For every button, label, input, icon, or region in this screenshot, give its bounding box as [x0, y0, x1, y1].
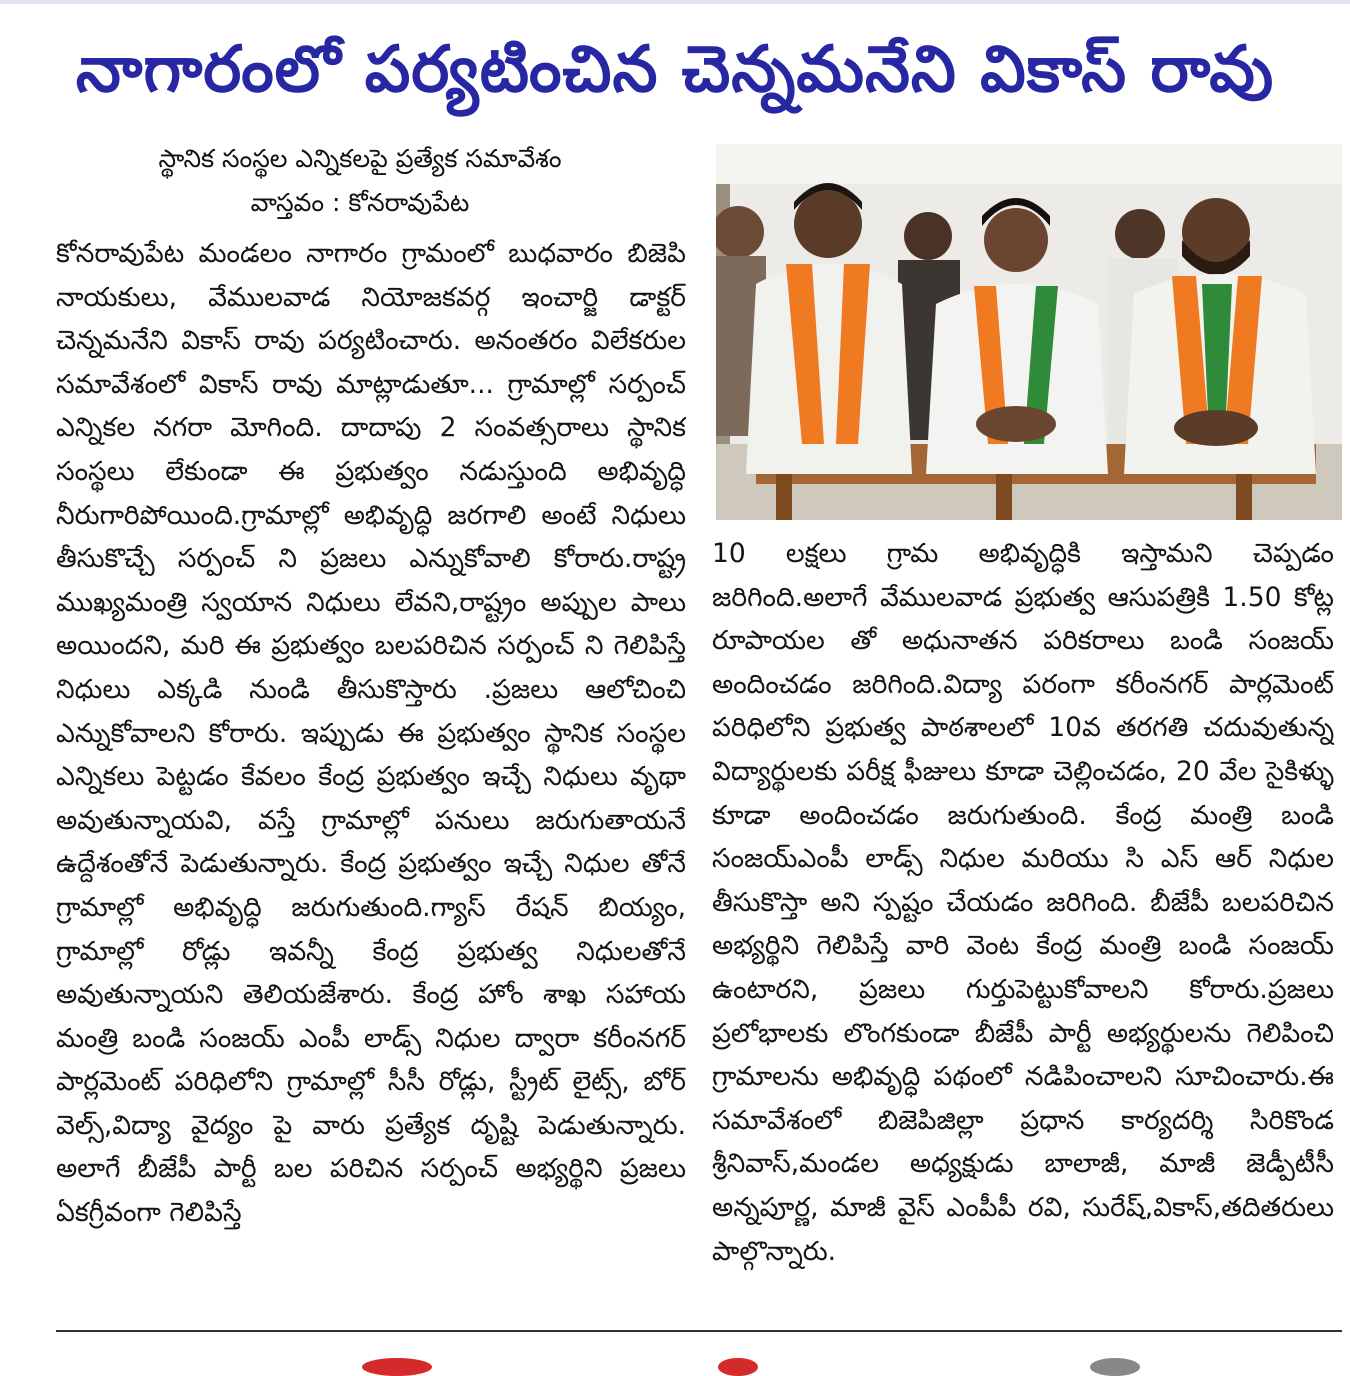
next-article-edge	[0, 1352, 1350, 1366]
red-mark	[362, 1358, 432, 1376]
article-body-right: 10 లక్షలు గ్రామ అభివృద్ధికి ఇస్తామని చెప్పడం జరిగింది.అలాగే వేములవాడ ప్రభుత్వ ఆసుపత్రికి 1.50 కోట్ల రూపాయల తో అధునాతన పరికరాలు బండి సంజయ్ అందించడం జరిగింది.విద్యా పరంగా కరీంనగర్ పార్లమెంట్ పరిధిలోని ప్రభుత్వ పాఠశాలలో 10వ తరగతి చదువుతున్న విద్యార్థులకు పరీక్ష ఫీజులు కూడా చెల్లించడం, 20 వేల సైకిళ్ళు కూడా అందించడం జరుగుతుంది. కేంద్ర మంత్రి బండి సంజయ్ఎంపీ లాడ్స్ నిధుల మరియు సి ఎస్ ఆర్ నిధుల తీసుకొస్తా అని స్పష్టం చేయడం జరిగింది. బీజేపీ బలపరిచిన అభ్యర్థిని గెలిపిస్తే వారి వెంట కేంద్ర మంత్రి బండి సంజయ్ ఉంటారని, ప్రజలు గుర్తుపెట్టుకోవాలని కోరారు.ప్రజలు ప్రలోభాలకు లొంగకుండా బీజేపీ పార్టీ అభ్యర్థులను గెలిపించి గ్రామాలను అభివృద్ధి పథంలో నడిపించాలని సూచించారు.ఈ సమావేశంలో బిజెపిజిల్లా ప్రధాన కార్యదర్శి సిరికొండ శ్రీనివాస్,మండల అధ్యక్షుడు బాలాజీ, మాజీ జెడ్పీటీసీ అన్నపూర్ణ, మాజీ వైస్ ఎంపీపీ రవి, సురేష్,వికాస్,తదితరులు పాల్గొన్నారు.	[712, 538, 1334, 1267]
grey-mark	[1090, 1358, 1140, 1376]
kicker: స్థానిక సంస్థల ఎన్నికలపై ప్రత్యేక సమావేశం	[158, 144, 562, 173]
top-strip	[0, 0, 1350, 4]
dateline: వాస్తవం : కోనరావుపేట	[250, 188, 470, 217]
bottom-rule	[56, 1330, 1342, 1332]
red-mark	[718, 1358, 758, 1376]
photo-illustration	[716, 144, 1342, 520]
headline: నాగారంలో పర్యటించిన చెన్నమనేని వికాస్ రావు	[75, 33, 1275, 107]
news-photo	[716, 144, 1342, 520]
article-body-left: కోనరావుపేట మండలం నాగారం గ్రామంలో బుధవారం బిజెపి నాయకులు, వేములవాడ నియోజకవర్గ ఇంచార్జి డాక్టర్ చెన్నమనేని వికాస్ రావు పర్యటించారు. అనంతరం విలేకరుల సమావేశంలో వికాస్ రావు మాట్లాడుతూ... గ్రామాల్లో సర్పంచ్ ఎన్నికల నగరా మోగింది. దాదాపు 2 సంవత్సరాలు స్థానిక సంస్థలు లేకుండా ఈ ప్రభుత్వం నడుస్తుంది అభివృద్ధి నీరుగారిపోయింది.గ్రామాల్లో అభివృద్ధి జరగాలి అంటే నిధులు తీసుకొచ్చే సర్పంచ్ ని ప్రజలు ఎన్నుకోవాలి కోరారు.రాష్ట్ర ముఖ్యమంత్రి స్వయాన నిధులు లేవని,రాష్ట్రం అప్పుల పాలు అయిందని, మరి ఈ ప్రభుత్వం బలపరిచిన సర్పంచ్ ని గెలిపిస్తే నిధులు ఎక్కడి నుండి తీసుకొస్తారు .ప్రజలు ఆలోచించి ఎన్నుకోవాలని కోరారు. ఇప్పుడు ఈ ప్రభుత్వం స్థానిక సంస్థల ఎన్నికలు పెట్టడం కేవలం కేంద్ర ప్రభుత్వం ఇచ్చే నిధులు వృథా అవుతున్నాయవి, వస్తే గ్రామాల్లో పనులు జరుగుతాయనే ఉద్దేశంతోనే పెడుతున్నారు. కేంద్ర ప్రభుత్వం ఇచ్చే నిధుల తోనే గ్రామాల్లో అభివృద్ధి జరుగుతుంది.గ్యాస్ రేషన్ బియ్యం, గ్రామాల్లో రోడ్లు ఇవన్నీ కేంద్ర ప్రభుత్వ నిధులతోనే అవుతున్నాయని తెలియజేశారు. కేంద్ర హోం శాఖ సహాయ మంత్రి బండి సంజయ్ ఎంపీ లాడ్స్ నిధుల ద్వారా కరీంనగర్ పార్లమెంట్ పరిధిలోని గ్రామాల్లో సీసీ రోడ్లు, స్ట్రీట్ లైట్స్, బోర్ వెల్స్,విద్యా వైద్యం పై వారు ప్రత్యేక దృష్టి పెడుతున్నారు. అలాగే బీజేపీ పార్టీ బల పరిచిన సర్పంచ్ అభ్యర్థిని ప్రజలు ఏకగ్రీవంగా గెలిపిస్తే	[56, 238, 686, 1229]
